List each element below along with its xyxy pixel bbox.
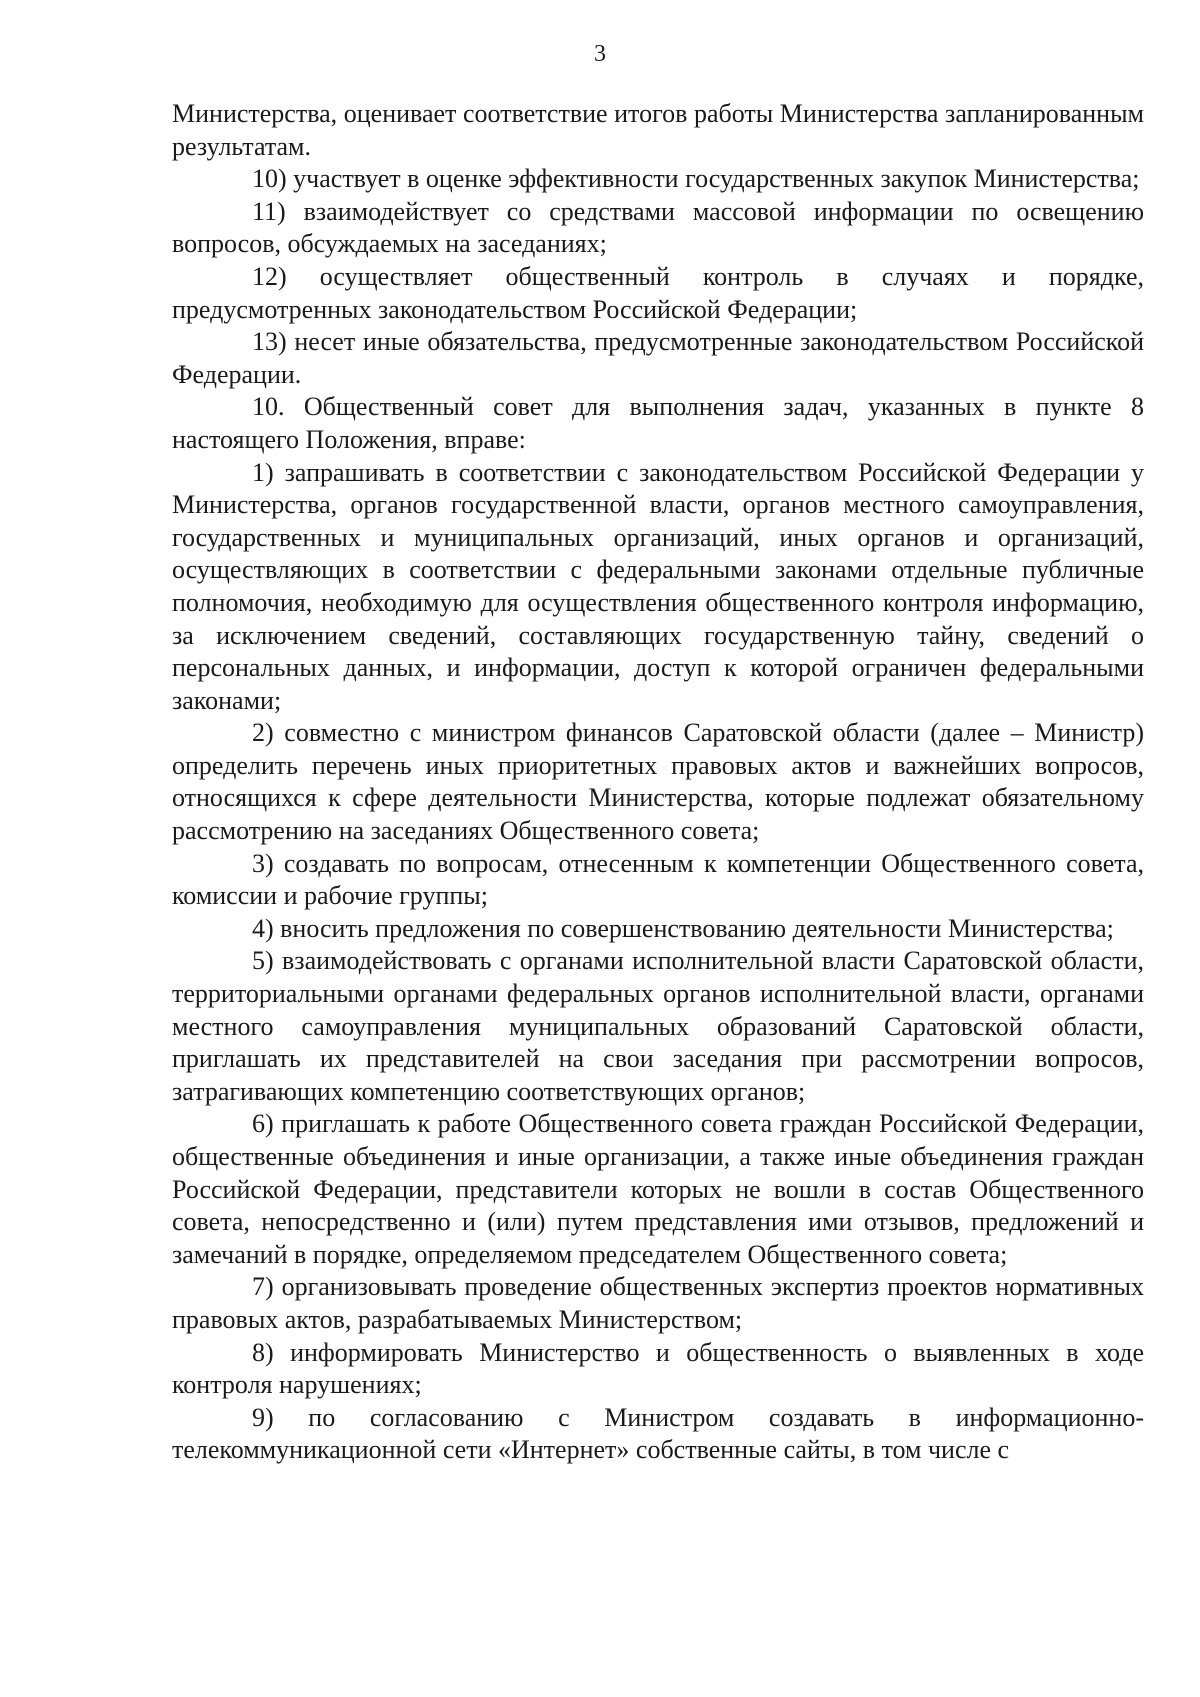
list-item-10: 10) участвует в оценке эффективности государственных закупок Министерства; bbox=[252, 164, 1140, 194]
rights-item-2: 2) совместно с министром финансов Саратовской области (далее – Министр) определить перечень иных приоритетных правовых актов и важнейших вопросов, относящихся к сфере деятельности Министерства, которые подлежат обязательному рассмотрению на заседаниях Общественного совета; bbox=[172, 718, 1144, 846]
list-item-13: 13) несет иные обязательства, предусмотренные законодательством Российской Федерации. bbox=[172, 327, 1144, 389]
rights-item-7: 7) организовывать проведение общественных экспертиз проектов нормативных правовых актов, разрабатываемых Министерством; bbox=[172, 1272, 1144, 1334]
rights-item-4: 4) вносить предложения по совершенствованию деятельности Министерства; bbox=[252, 913, 1114, 943]
rights-item-5: 5) взаимодействовать с органами исполнительной власти Саратовской области, территориальными органами федеральных органов исполнительной власти, органами местного самоуправления муниципальных образований Саратовской области, приглашать их представителей на свои заседания при рассмотрении вопросов, затрагивающих компетенцию соответствующих органов; bbox=[172, 946, 1144, 1106]
rights-item-3: 3) создавать по вопросам, отнесенным к компетенции Общественного совета, комиссии и рабочие группы; bbox=[172, 848, 1144, 911]
rights-item-9: 9) по согласованию с Министром создавать в информационно-телекоммуникационной сети «Интернет» собственные сайты, в том числе с bbox=[172, 1402, 1144, 1465]
page-number: 3 bbox=[594, 41, 606, 67]
paragraph-continuation: Министерства, оценивает соответствие итогов работы Министерства запланированным результатам. bbox=[172, 99, 1144, 161]
list-item-11: 11) взаимодействует со средствами массовой информации по освещению вопросов, обсуждаемых на заседаниях; bbox=[172, 196, 1144, 259]
list-item-12: 12) осуществляет общественный контроль в случаях и порядке, предусмотренных законодательством Российской Федерации; bbox=[172, 261, 1144, 324]
rights-item-6: 6) приглашать к работе Общественного совета граждан Российской Федерации, общественные объединения и иные организации, а также иные объединения граждан Российской Федерации, представители которых не вошли в состав Общественного совета, непосредственно и (или) путем представления ими отзывов, предложений и замечаний в порядке, определяемом председателем Общественного совета; bbox=[172, 1109, 1144, 1269]
document-body bbox=[172, 98, 1144, 1467]
section-10-heading: 10. Общественный совет для выполнения задач, указанных в пункте 8 настоящего Положения, вправе: bbox=[172, 392, 1144, 454]
rights-item-8: 8) информировать Министерство и общественность о выявленных в ходе контроля нарушениях; bbox=[172, 1337, 1144, 1400]
rights-item-1: 1) запрашивать в соответствии с законодательством Российской Федерации у Министерства, органов государственной власти, органов местного самоуправления, государственных и муниципальных организаций, иных органов и организаций, осуществляющих в соответствии с федеральными законами отдельные публичные полномочия, необходимую для осуществления общественного контроля информацию, за исключением сведений, составляющих государственную тайну, сведений о персональных данных, и информации, доступ к которой ограничен федеральными законами; bbox=[172, 457, 1144, 715]
